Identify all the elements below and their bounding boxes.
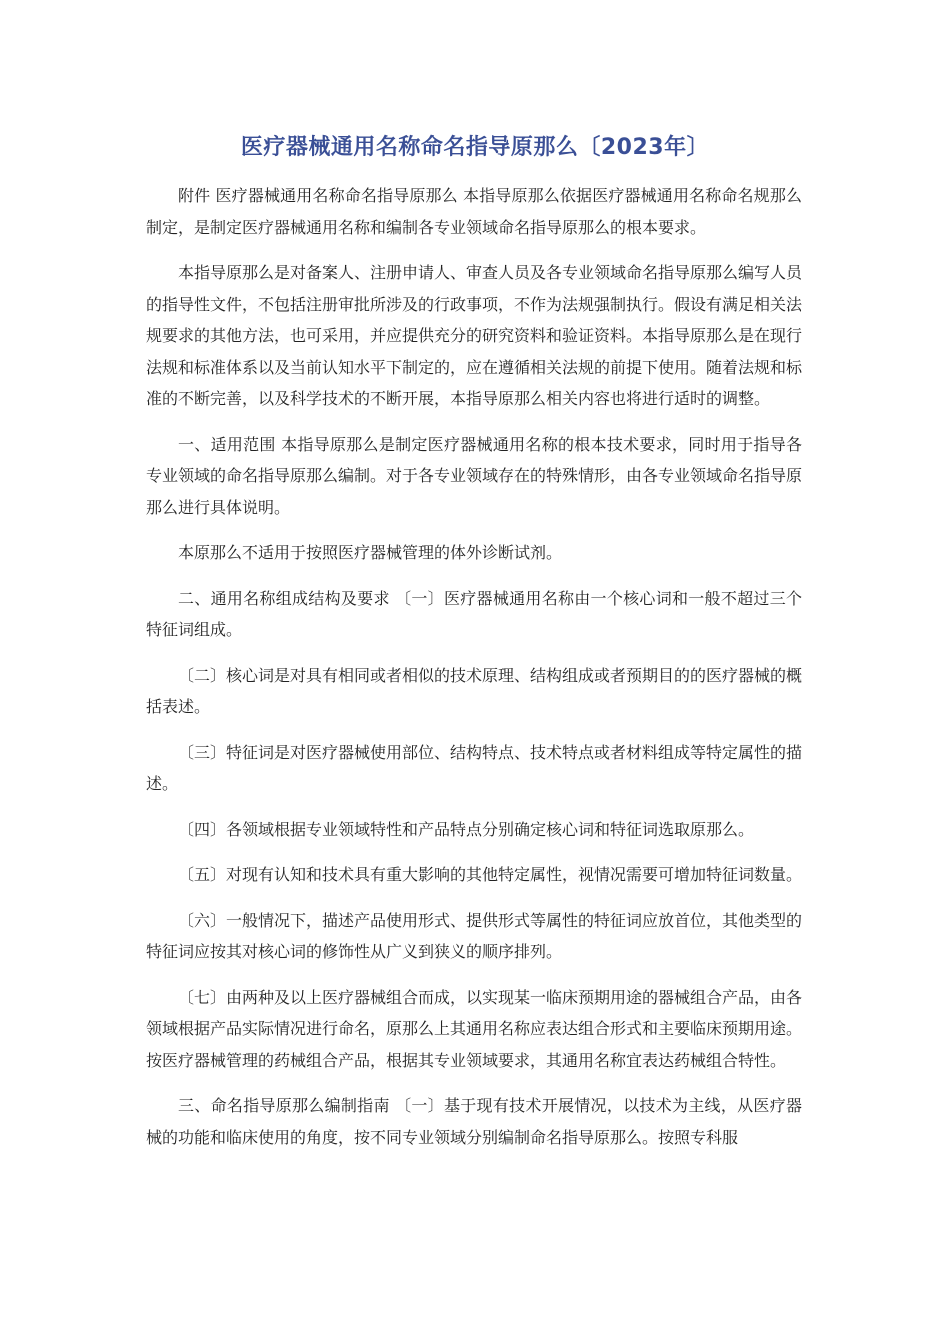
paragraph: 本指导原那么是对备案人、注册申请人、审查人员及各专业领域命名指导原那么编写人员的指导性文件，不包括注册审批所涉及的行政事项，不作为法规强制执行。假设有满足相关法规要求的其他方法，也可采用，并应提供充分的研究资料和验证资料。本指导原那么是在现行法规和标准体系以及当前认知水平下制定的，应在遵循相关法规的前提下使用。随着法规和标准的不断完善，以及科学技术的不断开展，本指导原那么相关内容也将进行适时的调整。 [146, 263, 803, 408]
paragraph: 〔六〕一般情况下，描述产品使用形式、提供形式等属性的特征词应放首位，其他类型的特征词应按其对核心词的修饰性从广义到狭义的顺序排列。 [146, 910, 803, 961]
paragraph: 〔四〕各领域根据专业领域特性和产品特点分别确定核心词和特征词选取原那么。 [178, 819, 755, 839]
paragraph: 二、通用名称组成结构及要求 〔一〕医疗器械通用名称由一个核心词和一般不超过三个特征词组成。 [146, 588, 802, 639]
paragraph: 〔七〕由两种及以上医疗器械组合而成，以实现某一临床预期用途的器械组合产品，由各领域根据产品实际情况进行命名，原那么上其通用名称应表达组合形式和主要临床预期用途。按医疗器械管理的药械组合产品，根据其专业领域要求，其通用名称宜表达药械组合特性。 [146, 987, 803, 1070]
paragraph: 一、适用范围 本指导原那么是制定医疗器械通用名称的根本技术要求，同时用于指导各专业领域的命名指导原那么编制。对于各专业领域存在的特殊情形，由各专业领域命名指导原那么进行具体说明。 [146, 434, 803, 517]
paragraph: 〔三〕特征词是对医疗器械使用部位、结构特点、技术特点或者材料组成等特定属性的描述。 [146, 742, 803, 793]
paragraph: 〔二〕核心词是对具有相同或者相似的技术原理、结构组成或者预期目的的医疗器械的概括表述。 [146, 665, 803, 716]
paragraph: 〔五〕对现有认知和技术具有重大影响的其他特定属性，视情况需要可增加特征词数量。 [178, 865, 803, 884]
paragraph: 本原那么不适用于按照医疗器械管理的体外诊断试剂。 [178, 543, 563, 562]
document-title: 医疗器械通用名称命名指导原那么〔2023年〕 [240, 135, 710, 160]
document-body [146, 180, 802, 1167]
paragraph: 附件 医疗器械通用名称命名指导原那么 本指导原那么依据医疗器械通用名称命名规那么制定，是制定医疗器械通用名称和编制各专业领域命名指导原那么的根本要求。 [146, 186, 802, 237]
paragraph: 三、命名指导原那么编制指南 〔一〕基于现有技术开展情况，以技术为主线，从医疗器械的功能和临床使用的角度，按不同专业领域分别编制命名指导原那么。按照专科服 [146, 1096, 802, 1147]
